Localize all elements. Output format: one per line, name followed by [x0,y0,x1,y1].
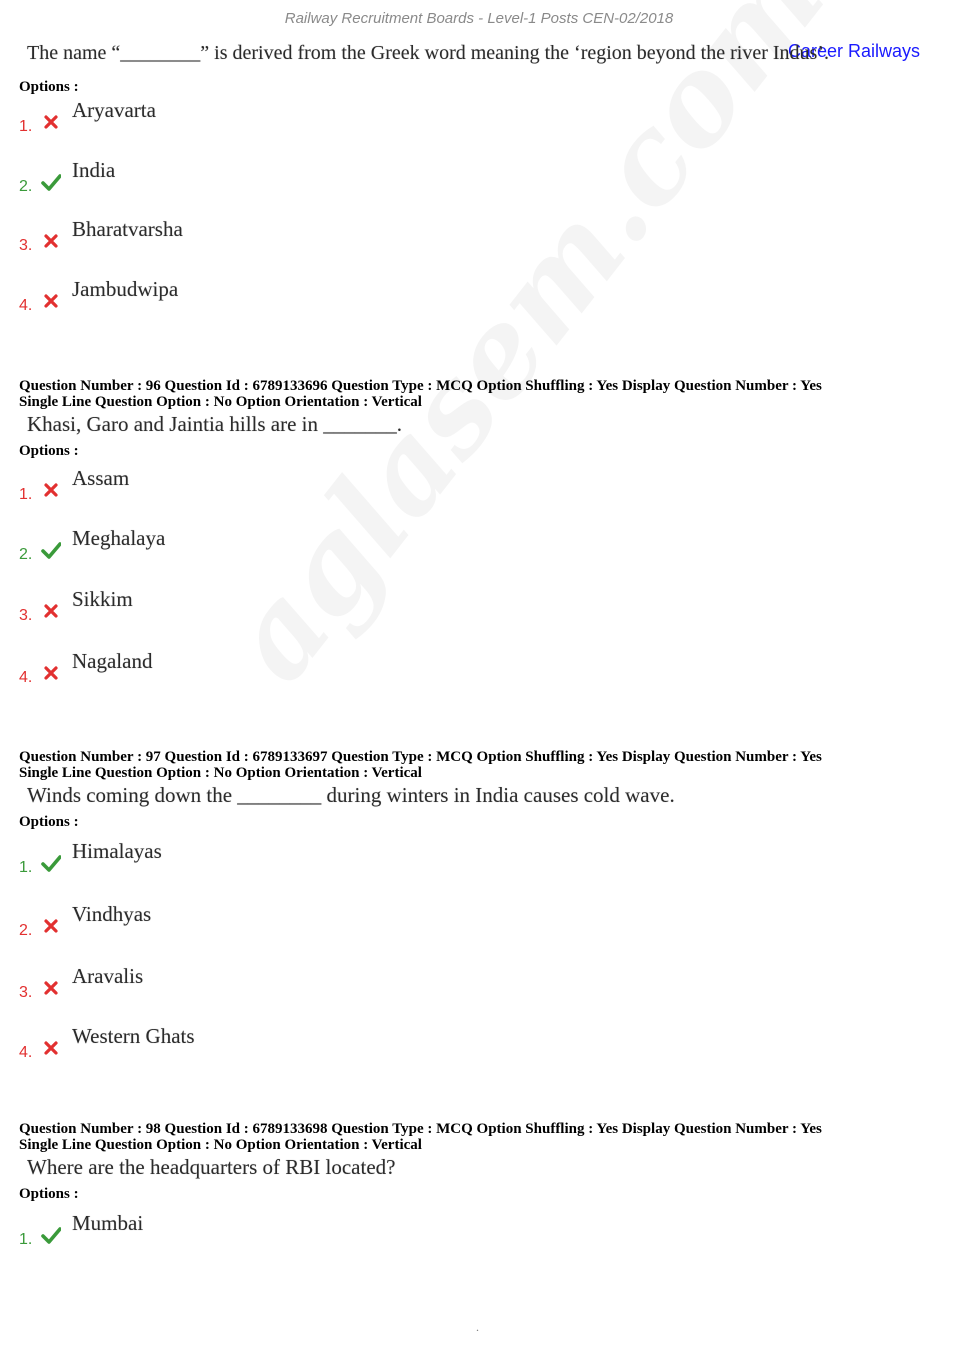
options-list [0,466,958,717]
option-text: Sikkim [72,587,133,611]
question-meta-line2: Single Line Question Option : No Option Orientation : Vertical [19,394,422,410]
option-item[interactable] [0,587,958,657]
option-item[interactable] [0,839,958,910]
option-number: 1. [19,1231,33,1248]
cross-icon [41,112,61,132]
options-list [0,839,958,1092]
question-stem: Winds coming down the ________ during winters in India causes cold wave. [27,783,675,807]
question-stem: The name “________” is derived from the Greek word meaning the ‘region beyond the river Indus’. [27,42,829,64]
options-label: Options : [19,1186,79,1202]
question-meta-line1: Question Number : 98 Question Id : 6789133698 Question Type : MCQ Option Shuffling : Yes Display Question Number : Yes [19,1121,822,1137]
option-item[interactable] [0,649,958,717]
option-number: 4. [19,669,33,686]
career-railways-link[interactable]: Career Railways [788,41,921,61]
page-footer-dot: . [476,1320,479,1334]
question-meta-line2: Single Line Question Option : No Option Orientation : Vertical [19,765,422,781]
option-text: Mumbai [72,1211,144,1235]
option-number: 4. [19,1044,33,1061]
option-item[interactable] [0,466,958,534]
question-meta-line1: Question Number : 97 Question Id : 6789133697 Question Type : MCQ Option Shuffling : Yes Display Question Number : Yes [19,749,822,765]
option-item[interactable] [0,526,958,595]
option-item[interactable] [0,1024,958,1092]
option-item[interactable] [0,277,958,345]
check-icon [41,172,61,192]
option-text: Nagaland [72,649,153,673]
options-label: Options : [19,814,79,830]
option-number: 3. [19,237,33,254]
question-stem: Where are the headquarters of RBI located? [27,1155,396,1179]
check-icon [41,1225,61,1245]
option-number: 1. [19,486,33,503]
option-text: Vindhyas [72,902,152,926]
cross-icon [41,663,61,683]
option-item[interactable] [0,902,958,972]
question-block-96 [0,378,958,717]
option-text: Assam [72,466,130,490]
cross-icon [41,480,61,500]
cross-icon [41,916,61,936]
option-text: Bharatvarsha [72,217,183,241]
option-item[interactable] [0,1211,958,1279]
cross-icon [41,601,61,621]
option-item[interactable] [0,98,958,166]
cross-icon [41,1038,61,1058]
option-text: Jambudwipa [72,277,179,301]
option-number: 3. [19,984,33,1001]
options-list [0,98,958,345]
question-meta-line2: Single Line Question Option : No Option Orientation : Vertical [19,1137,422,1153]
option-number: 2. [19,546,33,563]
check-icon [41,540,61,560]
option-item[interactable] [0,217,958,285]
question-block-98 [0,1121,958,1279]
cross-icon [41,291,61,311]
question-block-95 [0,42,958,345]
cross-icon [41,231,61,251]
option-text: Western Ghats [72,1024,195,1048]
question-stem: Khasi, Garo and Jaintia hills are in _______. [27,412,403,436]
option-number: 1. [19,118,33,135]
option-text: Meghalaya [72,526,166,550]
options-list [0,1211,958,1279]
option-text: India [72,158,116,182]
options-label: Options : [19,443,79,459]
option-number: 2. [19,922,33,939]
cross-icon [41,978,61,998]
option-text: Himalayas [72,839,162,863]
question-meta-line1: Question Number : 96 Question Id : 6789133696 Question Type : MCQ Option Shuffling : Yes Display Question Number : Yes [19,378,822,394]
question-block-97 [0,749,958,1092]
option-number: 3. [19,607,33,624]
options-label: Options : [19,79,79,95]
option-text: Aravalis [72,964,144,988]
check-icon [41,853,61,873]
option-number: 2. [19,178,33,195]
option-number: 1. [19,859,33,876]
page-header: Railway Recruitment Boards - Level-1 Posts CEN-02/2018 [284,10,674,27]
option-text: Aryavarta [72,98,156,122]
option-number: 4. [19,297,33,314]
option-item[interactable] [0,964,958,1032]
